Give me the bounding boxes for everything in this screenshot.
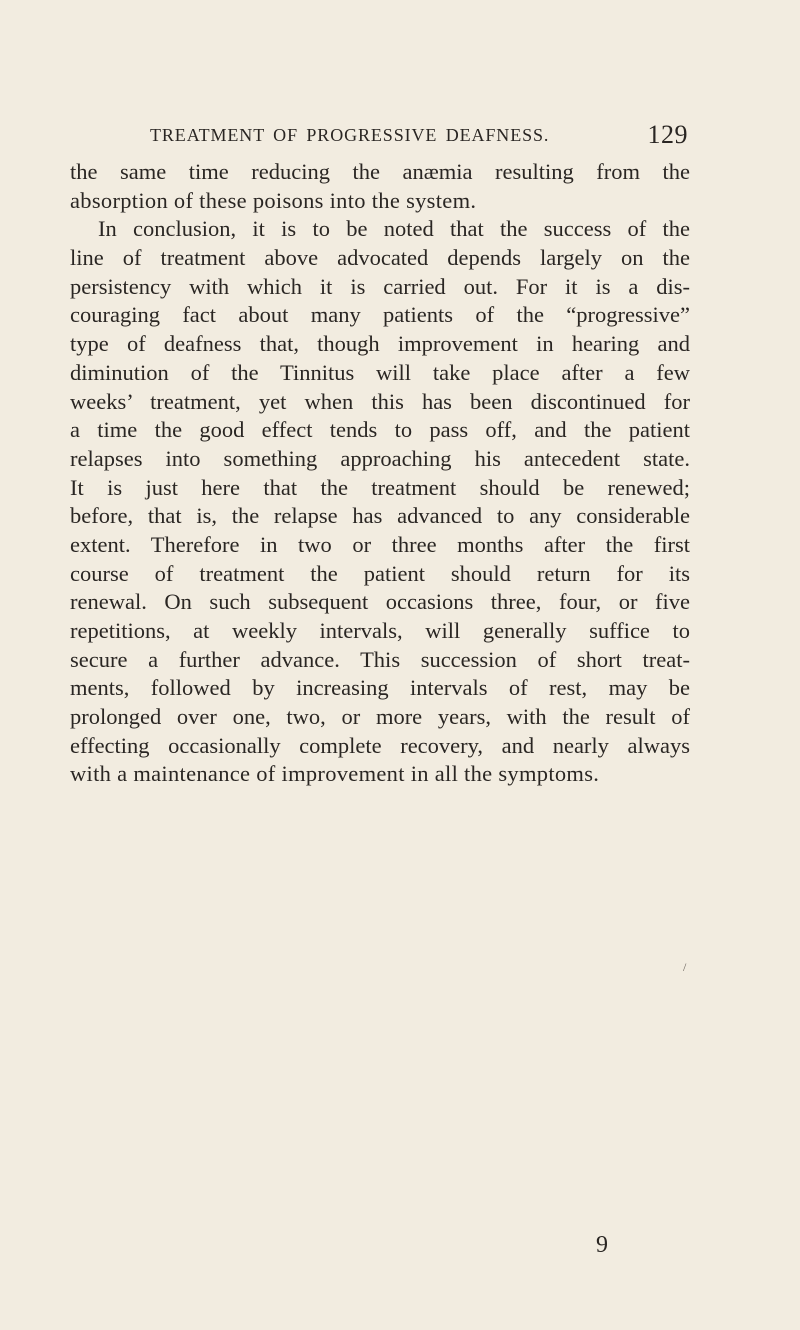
text-line: type of deafness that, though improvement in hearing and — [70, 331, 690, 357]
text-line: the same time reducing the anæmia resulting from the — [70, 159, 690, 184]
running-head — [118, 120, 688, 151]
text-line: weeks’ treatment, yet when this has been discontinued for — [70, 388, 690, 414]
text-line: extent. Therefore in two or three months after the first — [70, 531, 690, 557]
text-line: prolonged over one, two, or more years, with the result of — [70, 704, 690, 730]
page-number: 129 — [647, 120, 688, 149]
text-line: repetitions, at weekly intervals, will generally suffice to — [70, 618, 690, 643]
text-line: secure a further advance. This succession of short treat- — [70, 646, 690, 672]
text-line: In conclusion, it is to be noted that the success of the — [98, 216, 690, 242]
text-line: relapses into something approaching his antecedent state. — [70, 445, 690, 471]
text-line: couraging fact about many patients of the “progressive” — [70, 302, 690, 328]
body-text — [70, 158, 690, 789]
stray-mark: / — [683, 960, 687, 974]
text-line: absorption of these poisons into the system. — [70, 187, 477, 213]
text-line: course of treatment the patient should return for its — [70, 560, 690, 586]
text-line: renewal. On such subsequent occasions three, four, or five — [70, 589, 690, 615]
text-line: line of treatment above advocated depends largely on the — [70, 245, 690, 271]
text-line: ments, followed by increasing intervals of rest, may be — [70, 675, 690, 701]
text-line: a time the good effect tends to pass off, and the patient — [70, 417, 690, 443]
text-line: with a maintenance of improvement in all the symptoms. — [70, 761, 600, 787]
text-line: It is just here that the treatment should be renewed; — [70, 474, 690, 500]
text-line: persistency with which it is carried out. For it is a dis- — [70, 273, 690, 299]
text-line: effecting occasionally complete recovery, and nearly always — [70, 732, 690, 758]
running-head-title: TREATMENT OF PROGRESSIVE DEAFNESS. — [150, 125, 550, 145]
text-line: diminution of the Tinnitus will take place after a few — [70, 359, 690, 385]
signature-mark: 9 — [596, 1232, 608, 1258]
text-line: before, that is, the relapse has advanced to any considerable — [70, 503, 690, 529]
